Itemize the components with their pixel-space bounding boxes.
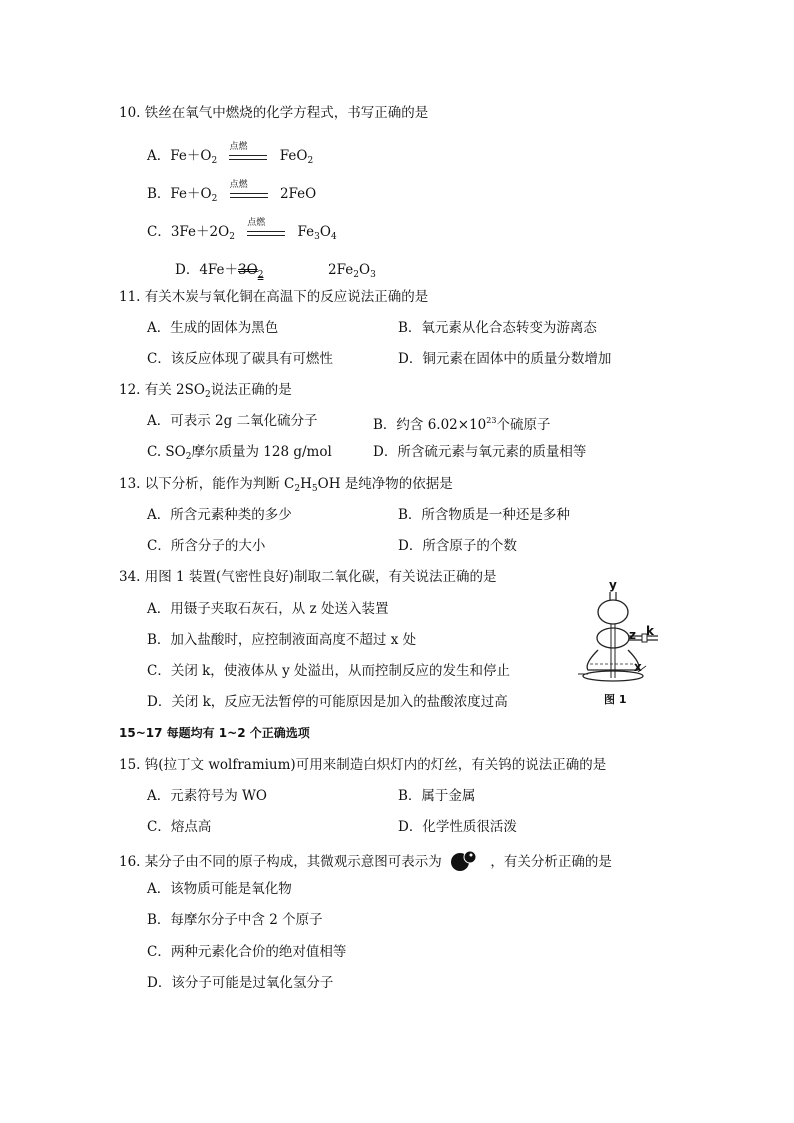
q10-c-psub2: 4 xyxy=(330,232,337,242)
q10-a-psub: 2 xyxy=(307,156,314,166)
q10-c-sub: 2 xyxy=(229,232,235,242)
q14-stem: 34. 用图 1 装置(气密性良好)制取二氧化碳，有关说法正确的是 xyxy=(119,569,497,585)
q15-option-b[interactable]: B．属于金属 xyxy=(398,788,476,804)
q10-d-product: 2Fe xyxy=(328,262,354,278)
reaction-condition-sign xyxy=(229,142,269,165)
figure-label-k: k xyxy=(646,624,654,638)
q12-stem-post: 说法正确的是 xyxy=(210,382,292,398)
reaction-condition-sign xyxy=(247,218,287,241)
q12-b-post: 个硫原子 xyxy=(496,417,551,433)
q16-option-c[interactable]: C．两种元素化合价的绝对值相等 xyxy=(147,944,347,960)
q12-stem xyxy=(119,381,292,404)
q16-option-d[interactable]: D．该分子可能是过氧化氢分子 xyxy=(147,975,334,991)
molecule-icon xyxy=(446,849,486,873)
q14-option-b[interactable]: B．加入盐酸时，应控制液面高度不超过 x 处 xyxy=(147,632,417,648)
q10-d-psub2: 3 xyxy=(370,270,376,280)
figure-caption: 图 1 xyxy=(604,693,627,706)
q15-option-c[interactable]: C．熔点高 xyxy=(147,819,212,835)
q11-option-d[interactable]: D．铜元素在固体中的质量分数增加 xyxy=(398,351,612,367)
q16-stem-pre: 16. 某分子由不同的原子构成，其微观示意图可表示为 xyxy=(119,854,442,870)
q12-b-pre: B．约含 6.02×10 xyxy=(373,417,487,433)
section-header: 15~17 每题均有 1~2 个正确选项 xyxy=(119,726,310,740)
q15-option-a[interactable]: A．元素符号为 WO xyxy=(147,788,267,804)
q16-stem xyxy=(119,849,612,873)
condition-text: 点燃 xyxy=(247,218,266,228)
q13-sub1: 2 xyxy=(294,484,301,494)
q10-d-reactants: D．4Fe＋ xyxy=(175,262,239,278)
q11-option-c[interactable]: C．该反应体现了碳具有可燃性 xyxy=(147,351,333,367)
q13-sub2: 5 xyxy=(311,484,318,494)
q14-option-d[interactable]: D．关闭 k，反应无法暂停的可能原因是加入的盐酸浓度过高 xyxy=(147,694,508,710)
q14-option-a[interactable]: A．用镊子夹取石灰石，从 z 处送入装置 xyxy=(147,601,389,617)
q10-a-reactants: A．Fe＋O xyxy=(147,148,212,164)
q15-option-d[interactable]: D．化学性质很活泼 xyxy=(398,819,517,835)
q11-option-a[interactable]: A．生成的固体为黑色 xyxy=(147,320,279,336)
q10-option-d[interactable] xyxy=(175,261,376,284)
q10-c-product2: O xyxy=(319,224,331,240)
q13-mid: H xyxy=(300,476,312,492)
q11-option-b[interactable]: B．氧元素从化合态转变为游离态 xyxy=(398,320,597,336)
q12-stem-sub: 2 xyxy=(204,390,211,400)
q13-option-b[interactable]: B．所含物质是一种还是多种 xyxy=(398,507,570,523)
q12-option-d[interactable]: D．所含硫元素与氧元素的质量相等 xyxy=(373,444,587,460)
q12-stem-pre: 12. 有关 2SO xyxy=(119,382,205,398)
q10-b-reactants: B．Fe＋O xyxy=(147,186,212,202)
q12-option-a[interactable]: A．可表示 2g 二氧化硫分子 xyxy=(147,413,318,429)
q16-option-a[interactable]: A．该物质可能是氧化物 xyxy=(147,881,292,897)
q10-d-struck: $3O_2$ xyxy=(238,262,264,280)
q10-d-product2: O xyxy=(358,262,371,278)
q10-b-sub: 2 xyxy=(211,194,218,204)
q13-option-d[interactable]: D．所含原子的个数 xyxy=(398,538,517,554)
q14-option-c[interactable]: C．关闭 k，使液体从 y 处溢出，从而控制反应的发生和停止 xyxy=(147,663,511,679)
q13-option-c[interactable]: C．所含分子的大小 xyxy=(147,538,266,554)
q10-c-product: Fe xyxy=(297,224,315,240)
q10-option-a[interactable] xyxy=(147,142,314,170)
q13-option-a[interactable]: A．所含元素种类的多少 xyxy=(147,507,292,523)
q10-option-b[interactable] xyxy=(147,180,317,208)
q13-stem xyxy=(119,475,453,498)
condition-text: 点燃 xyxy=(229,180,248,190)
q10-c-psub1: 3 xyxy=(314,232,320,242)
q16-option-b[interactable]: B．每摩尔分子中含 2 个原子 xyxy=(147,912,323,928)
q12-b-sup: 23 xyxy=(486,416,497,425)
q12-c-pre: C. SO xyxy=(147,444,186,460)
q12-option-c[interactable] xyxy=(147,443,332,466)
q11-stem: 11. 有关木炭与氧化铜在高温下的反应说法正确的是 xyxy=(119,289,429,305)
figure-label-x: x xyxy=(634,660,642,674)
condition-text: 点燃 xyxy=(229,142,248,152)
q12-option-b[interactable] xyxy=(373,412,550,434)
q12-c-post: 摩尔质量为 128 g/mol xyxy=(191,444,332,460)
figure-label-z: z xyxy=(629,628,636,642)
q10-stem: 10. 铁丝在氧气中燃烧的化学方程式，书写正确的是 xyxy=(119,105,429,121)
q15-stem: 15. 钨(拉丁文 wolframium)可用来制造白炽灯内的灯丝，有关钨的说法正确的是 xyxy=(119,757,607,773)
q12-c-sub: 2 xyxy=(185,452,192,462)
q10-b-product: 2FeO xyxy=(279,186,317,202)
q10-c-reactants: C．3Fe＋2O xyxy=(147,224,230,240)
q13-stem-pre: 13. 以下分析，能作为判断 C xyxy=(119,476,295,492)
q10-d-psub1: 2 xyxy=(353,270,359,280)
reaction-condition-sign xyxy=(229,180,270,203)
q10-option-c[interactable] xyxy=(147,218,337,246)
kipp-apparatus-drawing xyxy=(574,578,664,708)
q10-a-product: FeO xyxy=(279,148,308,164)
q10-a-sub: 2 xyxy=(211,156,218,166)
q13-stem-post: OH 是纯净物的依据是 xyxy=(317,476,453,492)
figure-label-y: y xyxy=(609,578,617,592)
q16-stem-post: ，有关分析正确的是 xyxy=(490,854,612,870)
kipp-apparatus-figure xyxy=(574,578,664,708)
